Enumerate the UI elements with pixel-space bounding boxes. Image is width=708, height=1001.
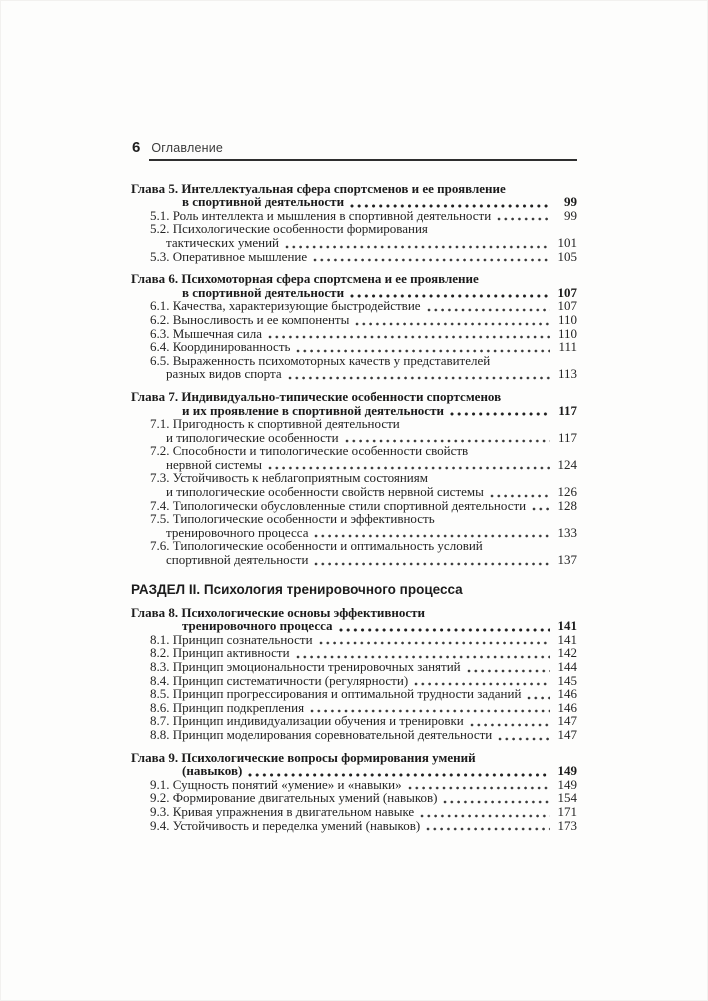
page-ref: 145 [557, 672, 577, 688]
toc-entry [131, 606, 577, 633]
running-title: Оглавление [151, 141, 224, 155]
entry-line [131, 286, 577, 300]
entry-line [131, 553, 577, 567]
toc-entry [131, 250, 577, 264]
entry-line [131, 327, 577, 341]
entry-line [131, 660, 577, 674]
toc [131, 182, 577, 833]
entry-text: 6.1. Качества, характеризующие быстродействие [150, 298, 421, 314]
entry-text: 8.6. Принцип подкрепления [150, 699, 305, 715]
dot-leader [288, 376, 550, 380]
entry-line [131, 313, 577, 327]
dot-leader [420, 814, 550, 818]
dot-leader [527, 696, 550, 700]
page-ref: 144 [557, 659, 577, 674]
entry-line [131, 701, 577, 715]
entry-text: спортивной деятельности [166, 552, 309, 568]
entry-line [131, 299, 577, 313]
toc-entry [131, 499, 577, 513]
entry-line: Глава 8. Психологические основы эффективности [131, 604, 425, 620]
toc-entry [131, 791, 577, 805]
toc-entry [131, 633, 577, 647]
page-ref: 154 [557, 790, 577, 806]
entry-line [131, 633, 577, 647]
entry-text: 9.3. Кривая упражнения в двигательном навыке [150, 803, 415, 819]
toc-entry [131, 354, 577, 381]
page-number: 6 [132, 139, 141, 156]
page-ref: 128 [557, 497, 577, 513]
entry-line: 6.5. Выраженность психомоторных качеств у представителей [150, 352, 491, 368]
entry-line [131, 209, 577, 223]
entry-text: 5.1. Роль интеллекта и мышления в спортивной деятельности [150, 207, 492, 223]
entry-text: и типологические особенности [166, 429, 339, 445]
page-ref: 107 [557, 284, 577, 300]
entry-text: нервной системы [166, 456, 262, 472]
dot-leader [427, 308, 550, 312]
page-ref: 147 [557, 713, 577, 729]
page-ref: 117 [558, 402, 577, 418]
entry-line: 7.5. Типологические особенности и эффективность [150, 511, 435, 527]
toc-entry [131, 390, 577, 417]
toc-entry [131, 660, 577, 674]
toc-entry [131, 674, 577, 688]
page-ref: 141 [557, 618, 577, 634]
section-heading: РАЗДЕЛ II. Психология тренировочного процесса [131, 581, 463, 597]
toc-entry [131, 539, 577, 566]
page-ref: 99 [564, 207, 577, 223]
header-rule [149, 141, 577, 161]
entry-line [131, 805, 577, 819]
entry-line [131, 778, 577, 792]
entry-text: тренировочного процесса [166, 524, 309, 540]
dot-leader [339, 628, 550, 632]
entry-line [131, 819, 577, 833]
entry-text: 8.8. Принцип моделирования соревновательной деятельности [150, 726, 493, 742]
page-ref: 141 [557, 631, 577, 647]
entry-line [131, 431, 577, 445]
entry-line [131, 526, 577, 540]
entry-line [131, 791, 577, 805]
entry-text: в спортивной деятельности [182, 194, 345, 210]
entry-line [131, 728, 577, 742]
entry-line: 5.2. Психологические особенности формирования [150, 221, 428, 237]
entry-text: и их проявление в спортивной деятельности [182, 402, 444, 418]
entry-text: тренировочного процесса [182, 618, 333, 634]
toc-entry [131, 417, 577, 444]
entry-line [131, 485, 577, 499]
entry-line [131, 619, 577, 633]
entry-line: Глава 9. Психологические вопросы формирования умений [131, 749, 476, 765]
page-ref: 147 [557, 726, 577, 742]
entry-line: Глава 6. Психомоторная сфера спортсмена и ее проявление [131, 271, 479, 287]
dot-leader [313, 258, 550, 262]
toc-entry [131, 444, 577, 471]
toc-entry [131, 209, 577, 223]
toc-entry [131, 340, 577, 354]
toc-entry [131, 687, 577, 701]
entry-text: 9.1. Сущность понятий «умение» и «навыки» [150, 776, 402, 792]
dot-leader [268, 335, 550, 339]
page-ref: 142 [557, 645, 577, 661]
entry-text: 6.3. Мышечная сила [150, 325, 262, 341]
entry-line [131, 499, 577, 513]
entry-line [131, 404, 577, 418]
toc-entry [131, 714, 577, 728]
entry-line [131, 195, 577, 209]
page-ref: 173 [557, 817, 577, 833]
entry-text: разных видов спорта [166, 366, 282, 382]
dot-leader [426, 827, 550, 831]
entry-text: и типологические особенности свойств нервной системы [166, 484, 484, 500]
entry-text: тактических умений [166, 234, 280, 250]
entry-line: Глава 5. Интеллектуальная сфера спортсменов и ее проявление [131, 180, 506, 196]
page-ref: 146 [557, 686, 577, 702]
page-ref: 137 [557, 552, 577, 568]
page-ref: 111 [558, 339, 577, 355]
toc-entry [131, 313, 577, 327]
dot-leader [450, 412, 550, 416]
page-ref: 149 [557, 776, 577, 792]
page-ref: 117 [557, 429, 577, 445]
entry-text: 6.2. Выносливость и ее компоненты [150, 311, 350, 327]
entry-line: 7.2. Способности и типологические особенности свойств [150, 443, 469, 459]
entry-line [131, 250, 577, 264]
page-header [131, 141, 577, 161]
entry-text: 8.1. Принцип сознательности [150, 631, 313, 647]
entry-text: 8.4. Принцип систематичности (регулярности) [150, 672, 409, 688]
dot-leader [532, 507, 550, 511]
toc-entry [131, 751, 577, 778]
entry-line [131, 764, 577, 778]
page-ref: 110 [557, 325, 577, 341]
toc-entry [131, 327, 577, 341]
entry-line [131, 646, 577, 660]
entry-line: 7.3. Устойчивость к неблагоприятным состояниям [150, 470, 428, 486]
toc-entry [131, 299, 577, 313]
toc-entry [131, 701, 577, 715]
dot-leader [443, 800, 550, 804]
page-ref: 105 [557, 248, 577, 264]
entry-text: 7.4. Типологически обусловленные стили спортивной деятельности [150, 497, 527, 513]
toc-entry [131, 646, 577, 660]
entry-text: 8.3. Принцип эмоциональности тренировочных занятий [150, 659, 461, 674]
dot-leader [467, 669, 550, 673]
page-ref: 99 [564, 194, 577, 210]
entry-line [131, 687, 577, 701]
entry-text: 9.2. Формирование двигательных умений (навыков) [150, 790, 438, 806]
entry-line [131, 236, 577, 250]
entry-text: 6.4. Координированность [150, 339, 291, 355]
entry-line [131, 367, 577, 381]
entry-text: 5.3. Оперативное мышление [150, 248, 308, 264]
toc-entry [131, 272, 577, 299]
dot-leader [285, 245, 550, 249]
entry-line [131, 458, 577, 472]
page-ref: 101 [557, 234, 577, 250]
page-ref: 107 [557, 298, 577, 314]
entry-line: 7.6. Типологические особенности и оптимальность условий [150, 538, 483, 554]
toc-entry [131, 778, 577, 792]
entry-line: 7.1. Пригодность к спортивной деятельности [150, 416, 400, 432]
page-ref: 124 [557, 456, 577, 472]
dot-leader [498, 737, 550, 741]
toc-entry [131, 819, 577, 833]
toc-entry [131, 512, 577, 539]
entry-text: 8.7. Принцип индивидуализации обучения и тренировки [150, 713, 464, 729]
dot-leader [355, 322, 550, 326]
page-ref: 146 [557, 699, 577, 715]
page-ref: 171 [557, 803, 577, 819]
toc-entry [131, 471, 577, 498]
page-ref: 149 [557, 763, 577, 779]
page-ref: 133 [557, 524, 577, 540]
entry-text: 9.4. Устойчивость и переделка умений (навыков) [150, 817, 421, 833]
toc-entry [131, 728, 577, 742]
toc-entry [131, 805, 577, 819]
entry-line [131, 714, 577, 728]
entry-text: в спортивной деятельности [182, 284, 345, 300]
entry-line [131, 674, 577, 688]
dot-leader [319, 641, 550, 645]
entry-line [131, 340, 577, 354]
dot-leader [314, 562, 550, 566]
toc-entry [131, 182, 577, 209]
page-ref: 110 [557, 311, 577, 327]
dot-leader [497, 217, 550, 221]
entry-text: 8.5. Принцип прогрессирования и оптимальной трудности заданий [150, 686, 522, 702]
entry-text: (навыков) [182, 763, 243, 779]
page-ref: 113 [557, 366, 577, 382]
toc-entry [131, 222, 577, 249]
page-ref: 126 [557, 484, 577, 500]
entry-line: Глава 7. Индивидуально-типические особенности спортсменов [131, 388, 502, 404]
entry-text: 8.2. Принцип активности [150, 645, 290, 661]
